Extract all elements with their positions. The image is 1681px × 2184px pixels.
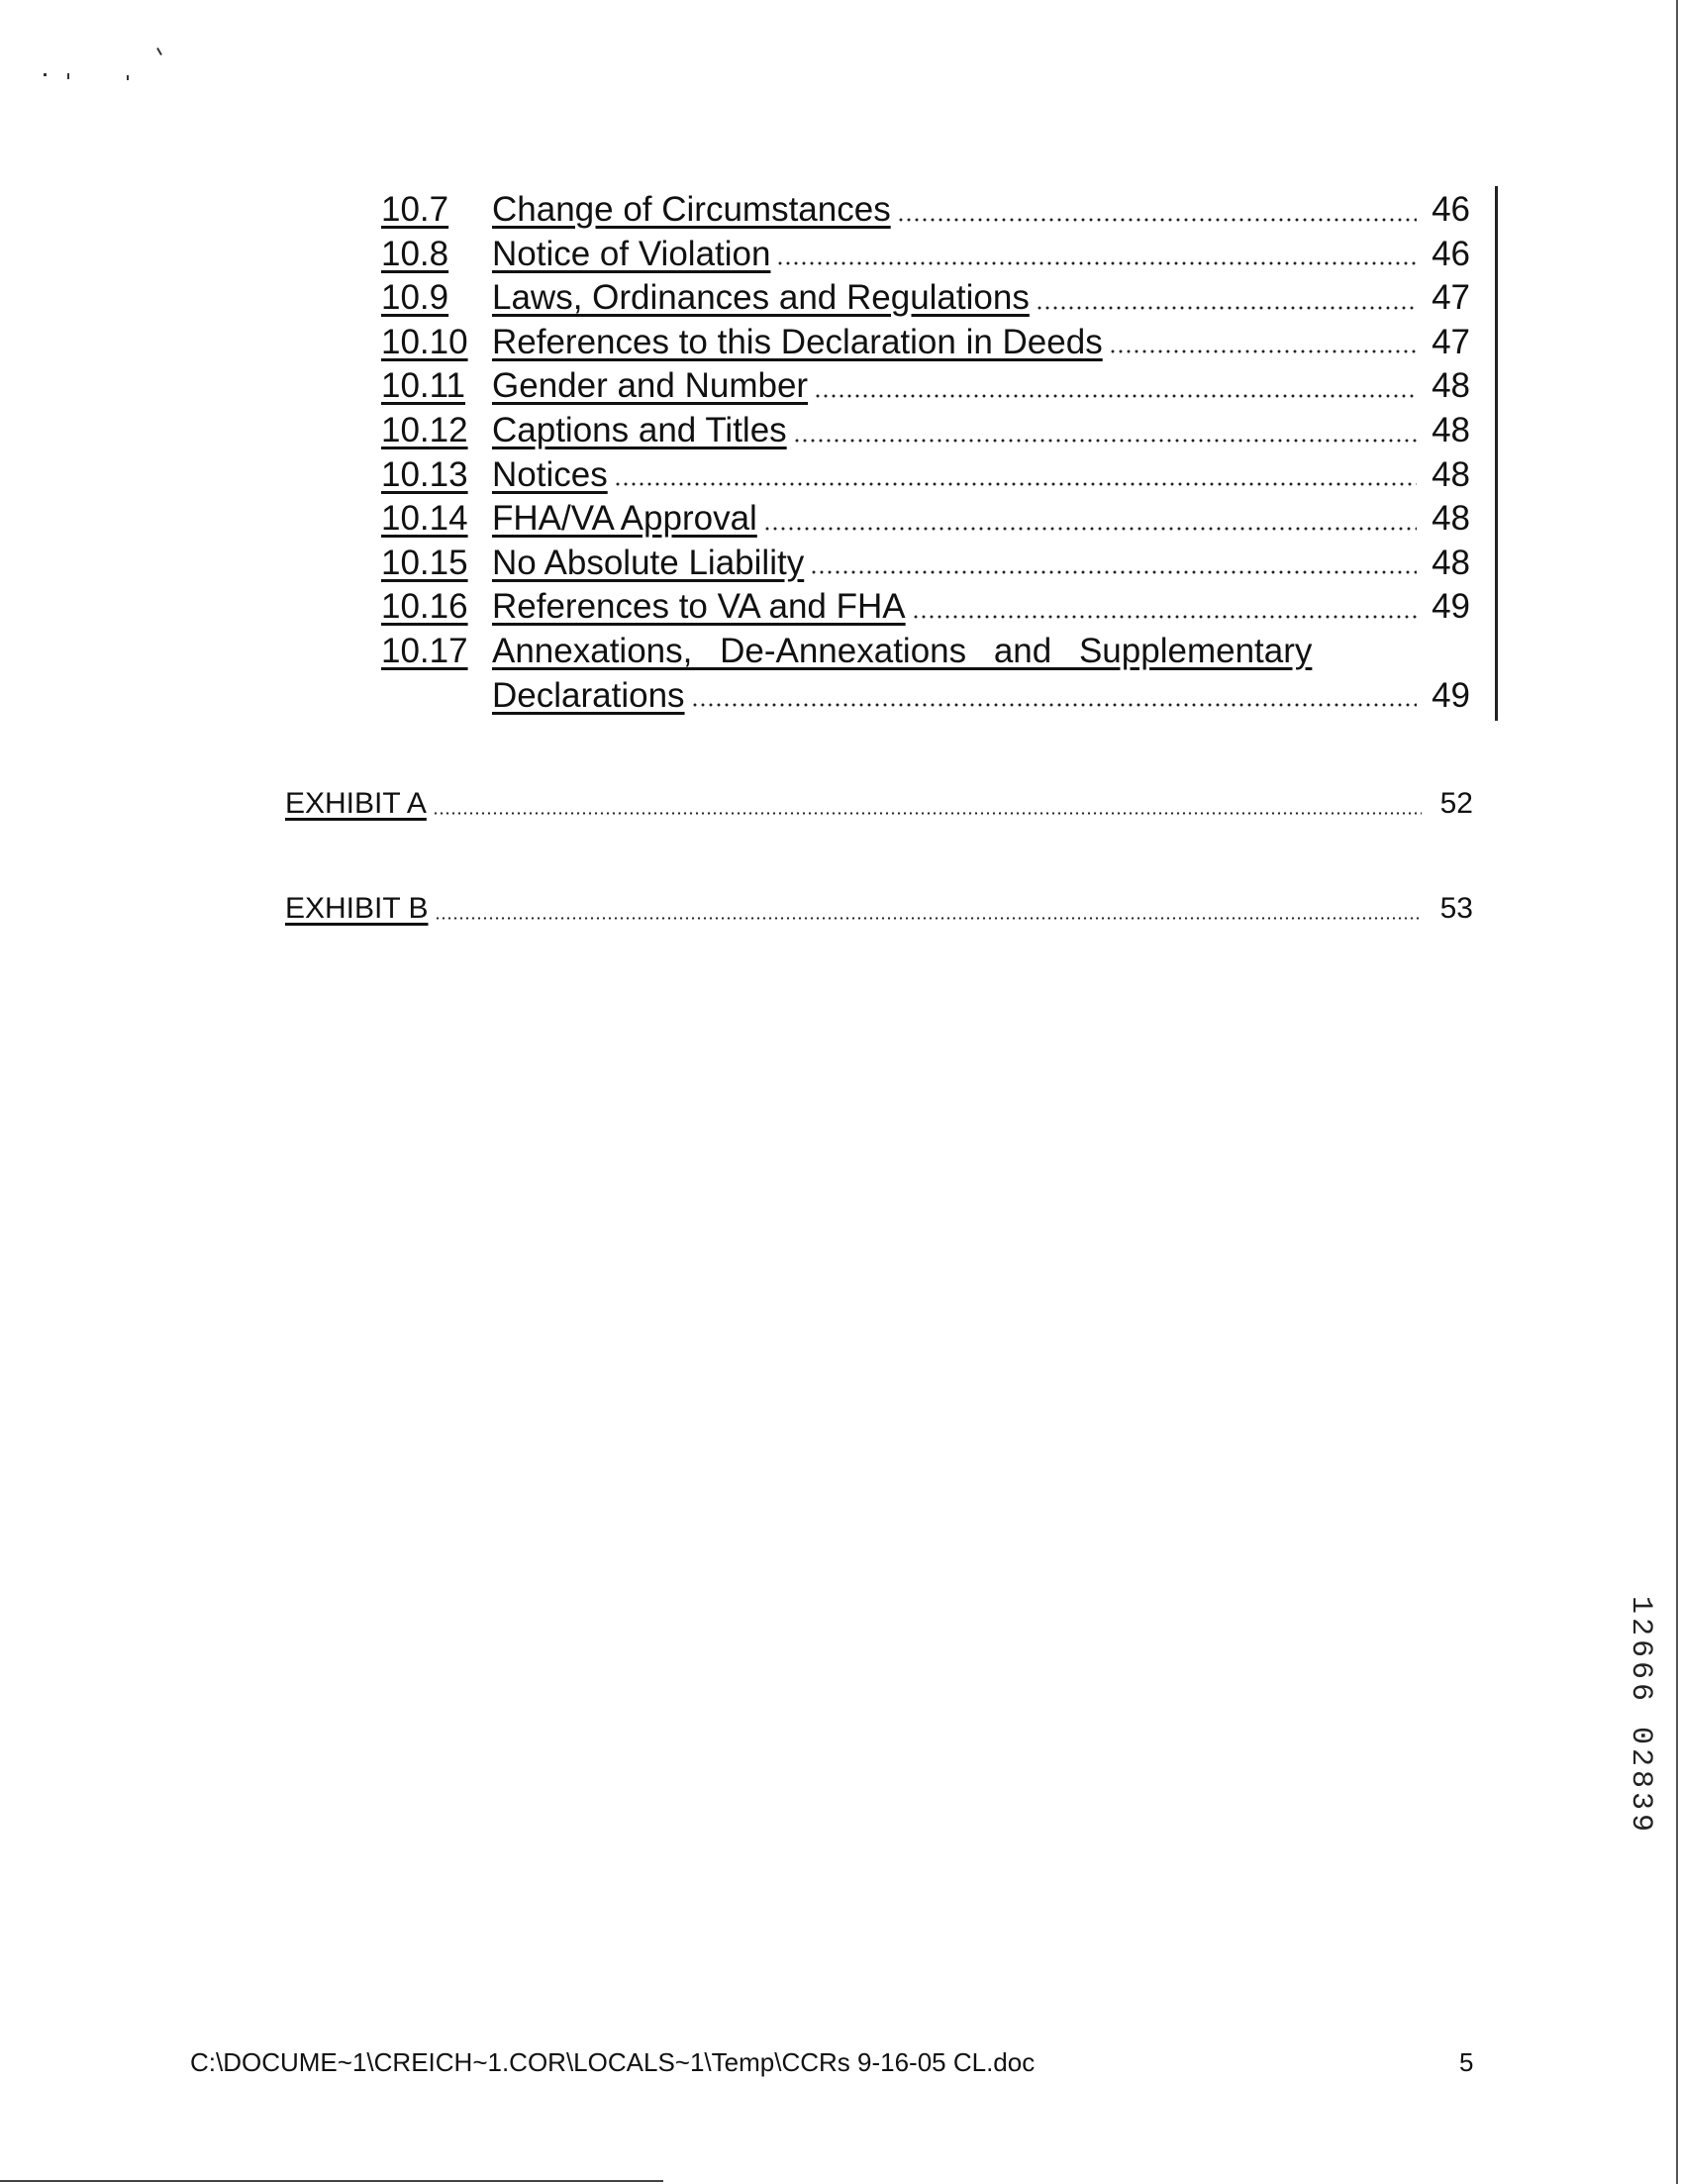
page-number: 47 <box>1432 322 1470 361</box>
page-number: 46 <box>1432 190 1470 229</box>
section-number: 10.7 <box>381 190 449 229</box>
page-number: 49 <box>1432 587 1470 627</box>
scan-edge-bottom <box>0 2180 663 2182</box>
section-title: References to VA and FHA <box>492 587 906 627</box>
page-number: 47 <box>1432 278 1470 318</box>
toc-entry[interactable] <box>381 542 1470 586</box>
toc-entry[interactable] <box>381 233 1470 277</box>
dot-leader <box>614 481 1417 487</box>
section-number: 10.10 <box>381 322 468 361</box>
toc-entry[interactable] <box>381 188 1470 233</box>
section-number: 10.11 <box>381 366 465 406</box>
dot-leader <box>433 811 1422 816</box>
page-number: 48 <box>1432 543 1470 582</box>
dot-leader <box>1109 348 1417 354</box>
dot-leader <box>793 438 1417 444</box>
page-number: 49 <box>1432 675 1470 715</box>
dot-leader <box>1036 305 1417 311</box>
section-number: 10.14 <box>381 499 468 539</box>
section-number: 10.15 <box>381 543 468 582</box>
dot-leader <box>912 614 1417 620</box>
section-number: 10.13 <box>381 454 468 494</box>
section-title: Captions and Titles <box>492 410 787 449</box>
page-number: 48 <box>1432 454 1470 494</box>
section-number: 10.12 <box>381 410 468 449</box>
section-title: Gender and Number <box>492 366 809 406</box>
dot-leader <box>776 260 1417 266</box>
dot-leader <box>810 569 1417 575</box>
section-title: Laws, Ordinances and Regulations <box>492 278 1030 318</box>
scan-edge-right <box>1676 0 1678 2184</box>
dot-leader <box>814 393 1417 399</box>
toc-entry[interactable] <box>381 276 1470 321</box>
page-number: 48 <box>1432 366 1470 406</box>
page-number: 53 <box>1439 892 1473 925</box>
section-number: 10.8 <box>381 234 449 273</box>
toc-entry-continuation[interactable] <box>381 674 1470 719</box>
toc-entry[interactable] <box>381 453 1470 498</box>
toc-entry[interactable] <box>381 630 1470 674</box>
scan-marks <box>40 40 198 99</box>
section-title: Notice of Violation <box>492 234 771 273</box>
section-title: Annexations, De-Annexations and Supplementary <box>492 631 1313 670</box>
toc-entry[interactable] <box>381 497 1470 542</box>
section-title: FHA/VA Approval <box>492 499 757 539</box>
section-number: 10.17 <box>381 631 468 670</box>
dot-leader <box>691 702 1417 708</box>
section-title: No Absolute Liability <box>492 543 805 582</box>
section-title: Declarations <box>492 675 685 715</box>
footer-file-path: C:\DOCUME~1\CREICH~1.COR\LOCALS~1\Temp\CCRs 9-16-05 CL.doc <box>190 2047 1036 2077</box>
exhibit-label: EXHIBIT A <box>285 787 427 820</box>
section-number: 10.16 <box>381 587 468 627</box>
dot-leader <box>435 916 1423 921</box>
exhibit-label: EXHIBIT B <box>285 892 429 925</box>
recording-stamp: 12666 02839 <box>1624 1596 1657 1837</box>
toc-entry[interactable] <box>381 364 1470 409</box>
page-number: 52 <box>1439 787 1473 820</box>
exhibit-entry[interactable] <box>285 784 1473 824</box>
section-title: Change of Circumstances <box>492 190 891 229</box>
section-title: Notices <box>492 454 608 494</box>
section-number: 10.9 <box>381 278 449 318</box>
footer-page-number: 5 <box>1459 2047 1474 2077</box>
page-number: 46 <box>1432 234 1470 273</box>
exhibit-entry[interactable] <box>285 889 1473 929</box>
dot-leader <box>897 217 1417 223</box>
toc-entry[interactable] <box>381 585 1470 630</box>
page-number: 48 <box>1432 499 1470 539</box>
dot-leader <box>763 526 1417 532</box>
section-title: References to this Declaration in Deeds <box>492 322 1103 361</box>
toc-entry[interactable] <box>381 321 1470 365</box>
table-of-contents <box>381 188 1470 718</box>
page-number: 48 <box>1432 410 1470 449</box>
revision-bar <box>1495 186 1498 721</box>
toc-entry[interactable] <box>381 409 1470 453</box>
